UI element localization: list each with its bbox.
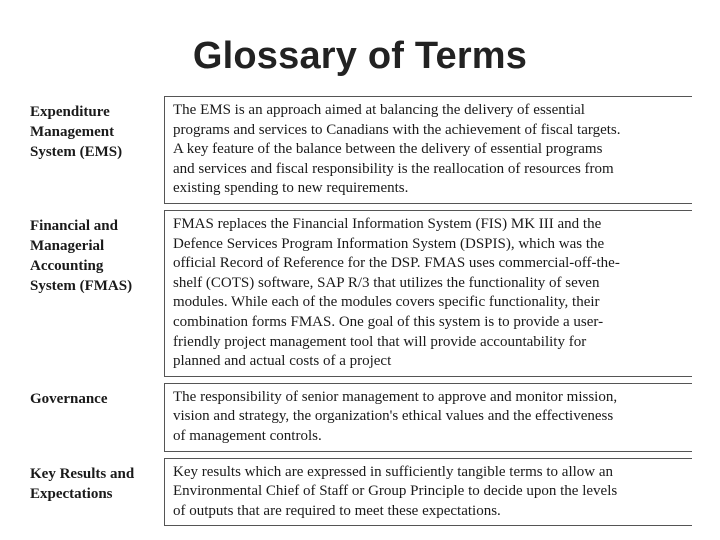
glossary-term xyxy=(24,458,164,504)
definition-line: combination forms FMAS. One goal of this system is to provide a user- xyxy=(173,313,604,330)
glossary-term xyxy=(24,96,164,162)
glossary-row-ems xyxy=(24,96,692,204)
term-line: Accounting xyxy=(30,257,104,274)
definition-line: friendly project management tool that will provide accountability for xyxy=(173,333,587,350)
term-line: Expenditure xyxy=(30,104,110,120)
definition-line: existing spending to new requirements. xyxy=(173,180,409,197)
definition-line: programs and services to Canadians with the achievement of fiscal targets. xyxy=(173,121,621,138)
definition-line: official Record of Reference for the DSP. FMAS uses commercial-off-the- xyxy=(173,255,620,272)
definition-line: Environmental Chief of Staff or Group Principle to decide upon the levels xyxy=(173,483,618,500)
glossary-definition xyxy=(164,458,692,527)
glossary-definition xyxy=(164,96,692,204)
term-line: Governance xyxy=(30,390,108,407)
definition-line: shelf (COTS) software, SAP R/3 that utilizes the functionality of seven xyxy=(173,274,600,291)
term-line: System (FMAS) xyxy=(30,277,133,294)
term-line: Financial and xyxy=(30,217,118,234)
definition-line: The EMS is an approach aimed at balancing the delivery of essential xyxy=(173,102,585,118)
glossary-row-key-results xyxy=(24,458,692,527)
term-line: System (EMS) xyxy=(30,144,123,160)
term-line: Managerial xyxy=(30,237,105,254)
glossary-definition xyxy=(164,383,692,452)
definition-line: FMAS replaces the Financial Information System (FIS) MK III and the xyxy=(173,215,602,232)
term-line: Expectations xyxy=(30,485,113,502)
term-line: Key Results and xyxy=(30,465,135,482)
definition-line: of management controls. xyxy=(173,427,322,444)
glossary-term xyxy=(24,210,164,296)
glossary-row-governance xyxy=(24,383,692,452)
definition-line: Key results which are expressed in sufficiently tangible terms to allow an xyxy=(173,463,614,480)
definition-line: of outputs that are required to meet these expectations. xyxy=(173,502,501,519)
glossary-term xyxy=(24,383,164,409)
definition-line: modules. While each of the modules covers specific functionality, their xyxy=(173,294,600,311)
definition-line: Defence Services Program Information System (DSPIS), which was the xyxy=(173,235,605,252)
term-line: Management xyxy=(30,124,115,140)
definition-line: vision and strategy, the organization's ethical values and the effectiveness xyxy=(173,408,614,425)
page-title: Glossary of Terms xyxy=(192,35,528,77)
definition-line: planned and actual costs of a project xyxy=(173,353,392,370)
definition-line: The responsibility of senior management to approve and monitor mission, xyxy=(173,388,618,405)
glossary-definition xyxy=(164,210,692,377)
glossary-table xyxy=(24,96,692,526)
glossary-row-fmas xyxy=(24,210,692,377)
definition-line: A key feature of the balance between the delivery of essential programs xyxy=(173,141,603,158)
definition-line: and services and fiscal responsibility is the reallocation of resources from xyxy=(173,160,614,177)
